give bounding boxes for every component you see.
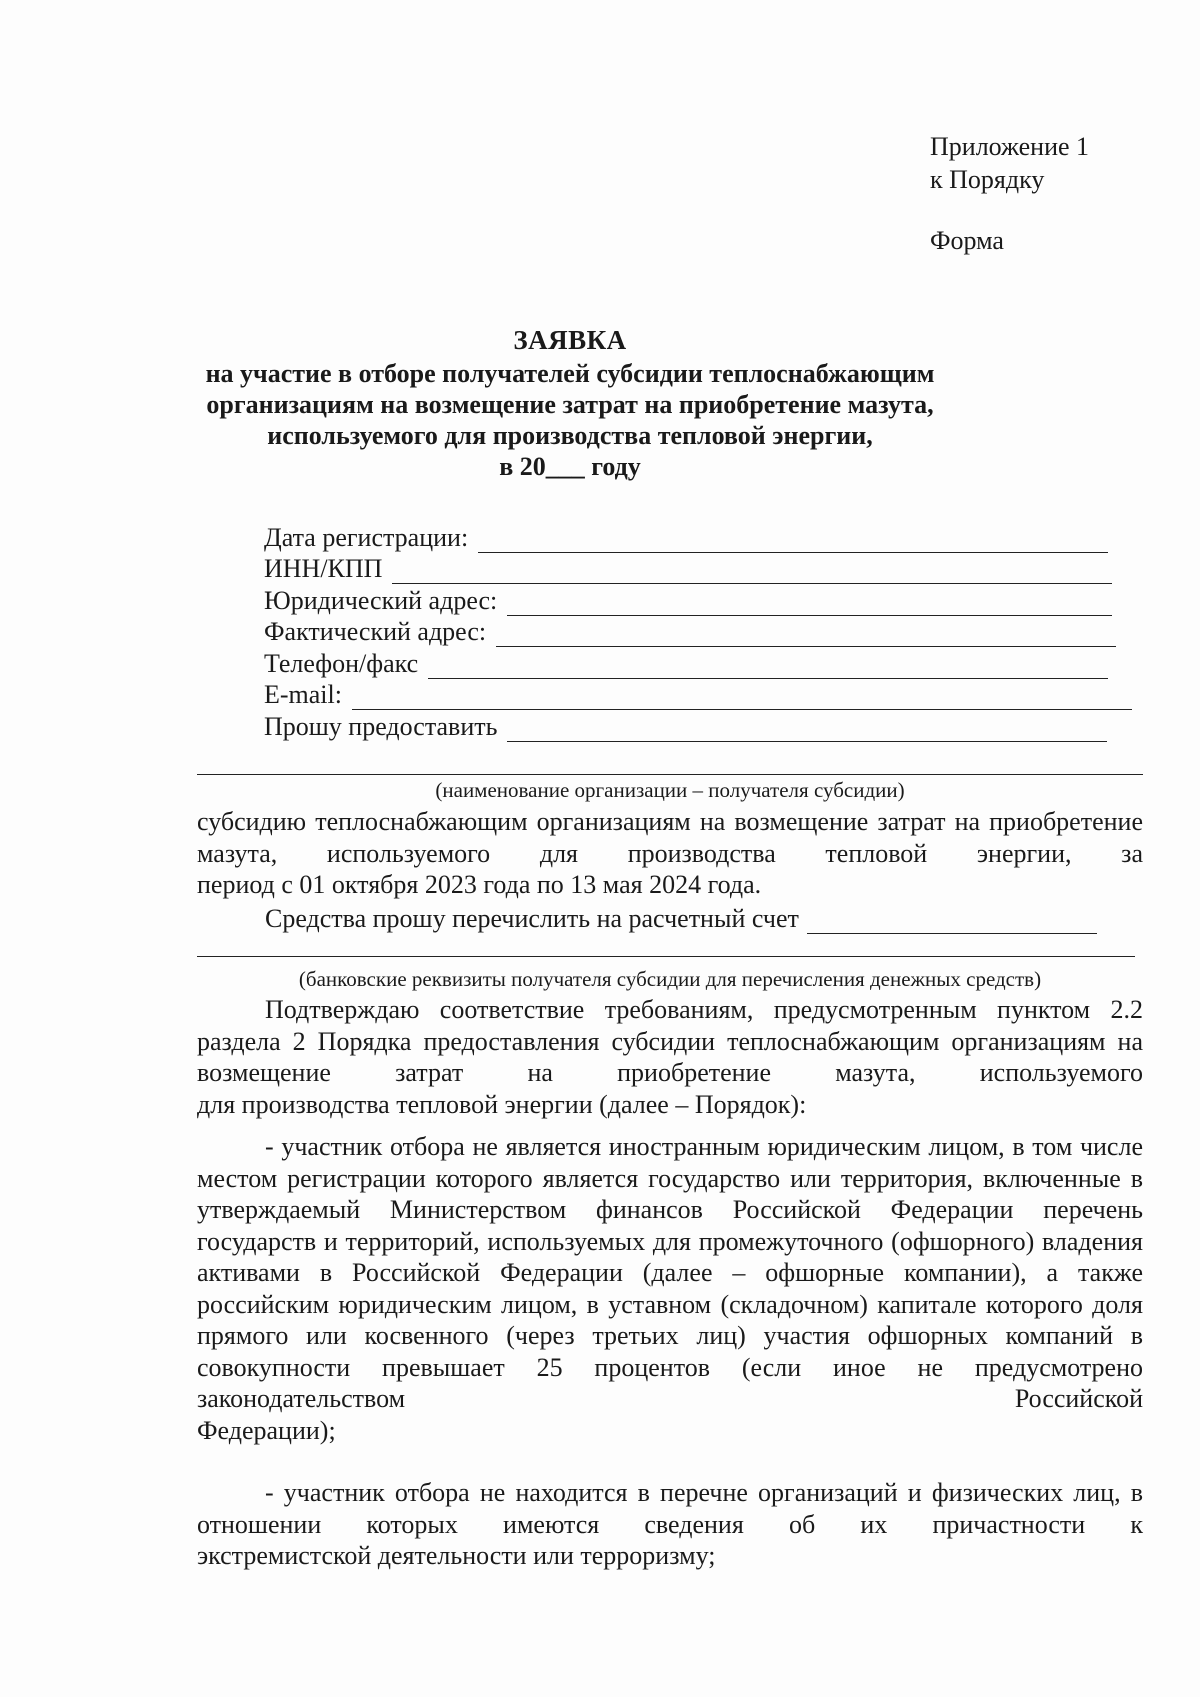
field-blank-line[interactable] bbox=[478, 528, 1108, 553]
field-blank-line[interactable] bbox=[507, 591, 1112, 616]
subsidy-text-body: субсидию теплоснабжающим организациям на возмещение затрат на приобретение мазута, используемого для производства тепловой энергии, за bbox=[197, 807, 1143, 868]
field-blank-line[interactable] bbox=[496, 622, 1116, 647]
field-email bbox=[264, 679, 1144, 711]
field-label: Юридический адрес: bbox=[264, 585, 498, 615]
account-blank-line[interactable] bbox=[807, 909, 1097, 934]
appendix-label: Приложение 1 bbox=[930, 132, 1090, 161]
field-registration-date bbox=[264, 521, 1144, 553]
org-name-caption: (наименование организации – получателя субсидии) bbox=[435, 778, 905, 802]
account-row bbox=[197, 903, 1143, 934]
subsidy-text-last: период с 01 октября 2023 года по 13 мая 2024 года. bbox=[197, 870, 762, 899]
field-inn-kpp bbox=[264, 553, 1144, 585]
title-main: ЗАЯВКА bbox=[513, 325, 627, 355]
title-line-3: используемого для производства тепловой энергии, bbox=[267, 421, 873, 450]
field-blank-line[interactable] bbox=[428, 654, 1108, 679]
account-label: Средства прошу перечислить на расчетный счет bbox=[265, 904, 799, 933]
requirement-item-2 bbox=[197, 1477, 1143, 1572]
field-legal-address bbox=[264, 584, 1144, 616]
field-phone-fax bbox=[264, 647, 1144, 679]
title-line-4: в 20___ году bbox=[499, 452, 641, 481]
form-label: Форма bbox=[930, 226, 1004, 255]
bank-details-caption: (банковские реквизиты получателя субсидии для перечисления денежных средств) bbox=[298, 967, 1042, 991]
title-line-2: организациям на возмещение затрат на приобретение мазута, bbox=[206, 390, 934, 419]
field-label: Прошу предоставить bbox=[264, 711, 498, 741]
item-text-last: экстремистской деятельности или терроризму; bbox=[197, 1541, 716, 1570]
item-text-body: - участник отбора не является иностранным юридическим лицом, в том числе местом регистрации которого является государство или территория, включенные в утверждаемый Министерством финансов Российской Федерации перечень государств и территорий, используемых для промежуточного (офшорного) владения активами в Российской Федерации (далее – офшорные компании), а также российским юридическим лицом, в уставном (складочном) капитале которого доля прямого или косвенного (через третьих лиц) участия офшорных компаний в совокупности превышает 25 процентов (если иное не предусмотрено законодательством Российской bbox=[197, 1132, 1143, 1413]
org-name-blank-line[interactable] bbox=[197, 764, 1143, 775]
field-blank-line[interactable] bbox=[392, 559, 1112, 584]
item-text-body: - участник отбора не находится в перечне организаций и физических лиц, в отношении которых имеются сведения об их причастности к bbox=[197, 1478, 1143, 1539]
field-actual-address bbox=[264, 616, 1144, 648]
confirm-text-body: Подтверждаю соответствие требованиям, предусмотренным пунктом 2.2 раздела 2 Порядка предоставления субсидии теплоснабжающим организациям на возмещение затрат на приобретение мазута, используемого bbox=[197, 995, 1143, 1087]
order-label: к Порядку bbox=[930, 165, 1045, 194]
appendix-header bbox=[930, 130, 1089, 257]
field-label: E-mail: bbox=[264, 680, 342, 709]
confirm-text-last: для производства тепловой энергии (далее – Порядок): bbox=[197, 1089, 807, 1119]
requirement-item-1 bbox=[197, 1131, 1143, 1446]
document-title bbox=[200, 325, 940, 482]
field-label: ИНН/КПП bbox=[264, 554, 383, 583]
subsidy-paragraph bbox=[197, 806, 1143, 901]
title-line-1: на участие в отборе получателей субсидии теплоснабжающим bbox=[205, 359, 935, 388]
bank-details-blank-line[interactable] bbox=[197, 946, 1135, 957]
form-fields bbox=[264, 521, 1144, 742]
confirm-paragraph bbox=[197, 994, 1143, 1120]
field-blank-line[interactable] bbox=[507, 717, 1107, 742]
field-label: Фактический адрес: bbox=[264, 617, 487, 646]
field-request-grant bbox=[264, 710, 1144, 742]
field-label: Телефон/факс bbox=[264, 648, 419, 678]
field-label: Дата регистрации: bbox=[264, 522, 469, 552]
field-blank-line[interactable] bbox=[352, 685, 1132, 710]
item-text-last: Федерации); bbox=[197, 1415, 336, 1445]
